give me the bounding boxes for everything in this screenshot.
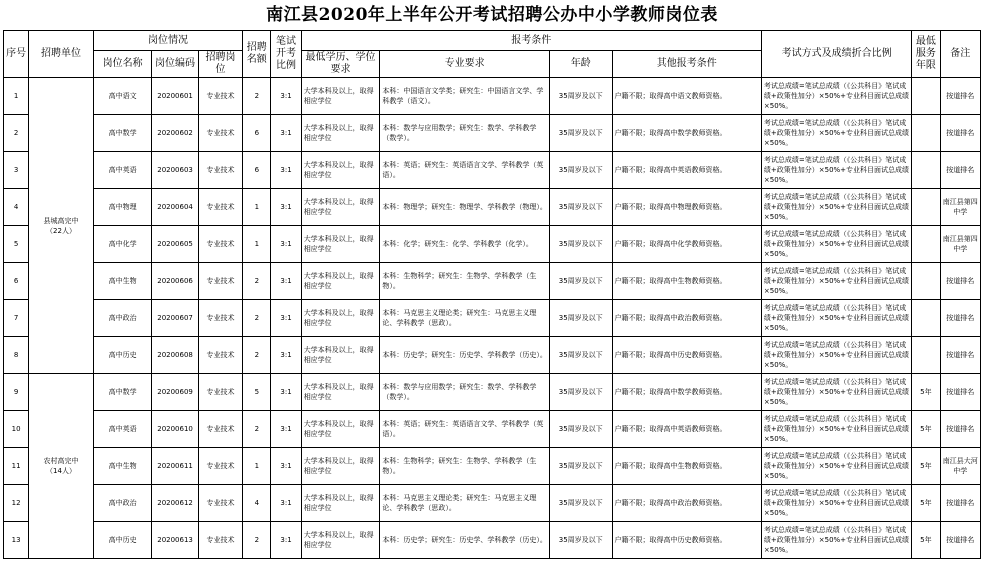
cell-service (912, 189, 940, 226)
cell-post-name: 高中英语 (93, 152, 152, 189)
table-row (4, 337, 981, 374)
cell-age: 35周岁及以下 (549, 522, 612, 559)
cell-ratio: 3:1 (271, 485, 301, 522)
table-row (4, 189, 981, 226)
cell-education: 大学本科及以上，取得相应学位 (301, 189, 380, 226)
cell-post-code: 20200607 (152, 300, 198, 337)
cell-quota: 1 (243, 448, 271, 485)
cell-seq: 1 (4, 78, 29, 115)
cell-major: 本科：马克思主义理论类；研究生：马克思主义理论、学科教学（思政）。 (380, 485, 550, 522)
cell-education: 大学本科及以上，取得相应学位 (301, 300, 380, 337)
cell-post-type: 专业技术 (198, 226, 242, 263)
cell-post-name: 高中英语 (93, 411, 152, 448)
cell-quota: 2 (243, 522, 271, 559)
cell-ratio: 3:1 (271, 152, 301, 189)
header-education: 最低学历、学位要求 (301, 51, 380, 78)
cell-exam: 考试总成绩=笔试总成绩（《公共科目》笔试成绩+政策性加分）×50%+专业科目面试总成绩×50%。 (761, 300, 911, 337)
cell-other: 户籍不限；取得高中英语教师资格。 (612, 411, 761, 448)
cell-post-code: 20200605 (152, 226, 198, 263)
cell-remark: 按道排名 (940, 374, 980, 411)
cell-quota: 2 (243, 300, 271, 337)
cell-post-code: 20200601 (152, 78, 198, 115)
cell-age: 35周岁及以下 (549, 189, 612, 226)
cell-seq: 11 (4, 448, 29, 485)
cell-education: 大学本科及以上，取得相应学位 (301, 263, 380, 300)
cell-post-type: 专业技术 (198, 411, 242, 448)
cell-age: 35周岁及以下 (549, 448, 612, 485)
cell-post-code: 20200609 (152, 374, 198, 411)
cell-exam: 考试总成绩=笔试总成绩（《公共科目》笔试成绩+政策性加分）×50%+专业科目面试总成绩×50%。 (761, 374, 911, 411)
cell-remark: 按道排名 (940, 152, 980, 189)
cell-age: 35周岁及以下 (549, 152, 612, 189)
cell-post-code: 20200602 (152, 115, 198, 152)
cell-age: 35周岁及以下 (549, 337, 612, 374)
cell-exam: 考试总成绩=笔试总成绩（《公共科目》笔试成绩+政策性加分）×50%+专业科目面试总成绩×50%。 (761, 189, 911, 226)
cell-other: 户籍不限；取得高中生物教师资格。 (612, 263, 761, 300)
cell-post-code: 20200611 (152, 448, 198, 485)
cell-exam: 考试总成绩=笔试总成绩（《公共科目》笔试成绩+政策性加分）×50%+专业科目面试总成绩×50%。 (761, 152, 911, 189)
cell-other: 户籍不限；取得高中政治教师资格。 (612, 300, 761, 337)
cell-post-name: 高中数学 (93, 374, 152, 411)
cell-service (912, 263, 940, 300)
cell-remark: 南江县第四中学 (940, 226, 980, 263)
cell-post-name: 高中生物 (93, 448, 152, 485)
header-post-type: 招聘岗位 (198, 51, 242, 78)
cell-quota: 2 (243, 337, 271, 374)
cell-ratio: 3:1 (271, 411, 301, 448)
table-row (4, 300, 981, 337)
cell-major: 本科：物理学；研究生：物理学、学科教学（物理）。 (380, 189, 550, 226)
cell-education: 大学本科及以上，取得相应学位 (301, 374, 380, 411)
cell-major: 本科：数学与应用数学；研究生：数学、学科教学（数学）。 (380, 374, 550, 411)
cell-service (912, 337, 940, 374)
cell-age: 35周岁及以下 (549, 485, 612, 522)
cell-exam: 考试总成绩=笔试总成绩（《公共科目》笔试成绩+政策性加分）×50%+专业科目面试总成绩×50%。 (761, 263, 911, 300)
cell-education: 大学本科及以上，取得相应学位 (301, 485, 380, 522)
cell-quota: 6 (243, 115, 271, 152)
cell-other: 户籍不限；取得高中英语教师资格。 (612, 152, 761, 189)
positions-table (3, 30, 981, 559)
cell-post-type: 专业技术 (198, 485, 242, 522)
cell-major: 本科：中国语言文学类；研究生：中国语言文学、学科教学（语文）。 (380, 78, 550, 115)
cell-exam: 考试总成绩=笔试总成绩（《公共科目》笔试成绩+政策性加分）×50%+专业科目面试总成绩×50%。 (761, 411, 911, 448)
cell-quota: 4 (243, 485, 271, 522)
cell-major: 本科：马克思主义理论类；研究生：马克思主义理论、学科教学（思政）。 (380, 300, 550, 337)
cell-quota: 2 (243, 263, 271, 300)
header-requirements: 报考条件 (301, 31, 761, 51)
cell-post-name: 高中政治 (93, 485, 152, 522)
cell-post-name: 高中化学 (93, 226, 152, 263)
table-row (4, 374, 981, 411)
cell-remark: 按道排名 (940, 522, 980, 559)
cell-ratio: 3:1 (271, 300, 301, 337)
cell-post-code: 20200604 (152, 189, 198, 226)
cell-post-type: 专业技术 (198, 448, 242, 485)
unit-name: 县城高完中 (43, 216, 79, 225)
cell-post-type: 专业技术 (198, 152, 242, 189)
cell-other: 户籍不限；取得高中物理教师资格。 (612, 189, 761, 226)
cell-other: 户籍不限；取得高中数学教师资格。 (612, 374, 761, 411)
cell-major: 本科：历史学；研究生：历史学、学科教学（历史）。 (380, 337, 550, 374)
cell-seq: 7 (4, 300, 29, 337)
table-row (4, 448, 981, 485)
cell-education: 大学本科及以上，取得相应学位 (301, 115, 380, 152)
cell-seq: 6 (4, 263, 29, 300)
cell-seq: 2 (4, 115, 29, 152)
table-row (4, 485, 981, 522)
cell-quota: 2 (243, 78, 271, 115)
cell-post-type: 专业技术 (198, 78, 242, 115)
page-title: 南江县2020年上半年公开考试招聘公办中小学教师岗位表 (266, 5, 718, 25)
cell-seq: 3 (4, 152, 29, 189)
cell-age: 35周岁及以下 (549, 115, 612, 152)
cell-exam: 考试总成绩=笔试总成绩（《公共科目》笔试成绩+政策性加分）×50%+专业科目面试总成绩×50%。 (761, 485, 911, 522)
cell-other: 户籍不限；取得高中化学教师资格。 (612, 226, 761, 263)
cell-age: 35周岁及以下 (549, 263, 612, 300)
cell-major: 本科：英语；研究生：英语语言文学、学科教学（英语）。 (380, 411, 550, 448)
cell-remark: 按道排名 (940, 300, 980, 337)
cell-age: 35周岁及以下 (549, 300, 612, 337)
cell-quota: 1 (243, 226, 271, 263)
cell-major: 本科：生物科学；研究生：生物学、学科教学（生物）。 (380, 263, 550, 300)
header-major: 专业要求 (380, 51, 550, 78)
cell-other: 户籍不限；取得高中生物教师资格。 (612, 448, 761, 485)
cell-remark: 南江县大河中学 (940, 448, 980, 485)
cell-service (912, 226, 940, 263)
cell-post-type: 专业技术 (198, 115, 242, 152)
table-row (4, 522, 981, 559)
header-remark: 备注 (940, 31, 980, 78)
cell-ratio: 3:1 (271, 522, 301, 559)
cell-other: 户籍不限；取得高中语文教师资格。 (612, 78, 761, 115)
header-service: 最低服务年限 (912, 31, 940, 78)
cell-exam: 考试总成绩=笔试总成绩（《公共科目》笔试成绩+政策性加分）×50%+专业科目面试总成绩×50%。 (761, 337, 911, 374)
cell-post-type: 专业技术 (198, 300, 242, 337)
cell-exam: 考试总成绩=笔试总成绩（《公共科目》笔试成绩+政策性加分）×50%+专业科目面试总成绩×50%。 (761, 78, 911, 115)
cell-post-name: 高中政治 (93, 300, 152, 337)
cell-post-type: 专业技术 (198, 522, 242, 559)
cell-ratio: 3:1 (271, 115, 301, 152)
cell-seq: 8 (4, 337, 29, 374)
cell-exam: 考试总成绩=笔试总成绩（《公共科目》笔试成绩+政策性加分）×50%+专业科目面试总成绩×50%。 (761, 226, 911, 263)
cell-age: 35周岁及以下 (549, 78, 612, 115)
cell-education: 大学本科及以上，取得相应学位 (301, 78, 380, 115)
cell-service: 5年 (912, 522, 940, 559)
cell-post-code: 20200610 (152, 411, 198, 448)
header-other: 其他报考条件 (612, 51, 761, 78)
cell-post-name: 高中数学 (93, 115, 152, 152)
header-exam: 考试方式及成绩折合比例 (761, 31, 911, 78)
cell-age: 35周岁及以下 (549, 226, 612, 263)
header-post-name: 岗位名称 (93, 51, 152, 78)
cell-exam: 考试总成绩=笔试总成绩（《公共科目》笔试成绩+政策性加分）×50%+专业科目面试总成绩×50%。 (761, 522, 911, 559)
cell-ratio: 3:1 (271, 263, 301, 300)
cell-post-type: 专业技术 (198, 189, 242, 226)
cell-seq: 5 (4, 226, 29, 263)
cell-age: 35周岁及以下 (549, 374, 612, 411)
cell-seq: 4 (4, 189, 29, 226)
cell-service: 5年 (912, 374, 940, 411)
cell-seq: 13 (4, 522, 29, 559)
cell-post-code: 20200608 (152, 337, 198, 374)
cell-post-code: 20200603 (152, 152, 198, 189)
cell-post-type: 专业技术 (198, 337, 242, 374)
cell-seq: 10 (4, 411, 29, 448)
cell-post-type: 专业技术 (198, 263, 242, 300)
header-seq: 序号 (4, 31, 29, 78)
cell-seq: 9 (4, 374, 29, 411)
cell-exam: 考试总成绩=笔试总成绩（《公共科目》笔试成绩+政策性加分）×50%+专业科目面试总成绩×50%。 (761, 115, 911, 152)
table-row (4, 78, 981, 115)
cell-remark: 按道排名 (940, 337, 980, 374)
cell-post-name: 高中历史 (93, 522, 152, 559)
cell-ratio: 3:1 (271, 337, 301, 374)
cell-major: 本科：历史学；研究生：历史学、学科教学（历史）。 (380, 522, 550, 559)
cell-remark: 按道排名 (940, 115, 980, 152)
cell-other: 户籍不限；取得高中历史教师资格。 (612, 337, 761, 374)
header-post-code: 岗位编码 (152, 51, 198, 78)
cell-post-type: 专业技术 (198, 374, 242, 411)
cell-other: 户籍不限；取得高中政治教师资格。 (612, 485, 761, 522)
cell-remark: 按道排名 (940, 263, 980, 300)
unit-name: 农村高完中 (43, 457, 79, 465)
cell-major: 本科：化学；研究生：化学、学科教学（化学）。 (380, 226, 550, 263)
table-row (4, 115, 981, 152)
unit-count: （22人） (46, 226, 76, 235)
cell-unit (29, 78, 94, 374)
header-age: 年龄 (549, 51, 612, 78)
cell-post-name: 高中生物 (93, 263, 152, 300)
cell-service (912, 300, 940, 337)
unit-count: （14人） (46, 467, 76, 475)
cell-quota: 6 (243, 152, 271, 189)
cell-post-name: 高中历史 (93, 337, 152, 374)
table-row (4, 411, 981, 448)
cell-education: 大学本科及以上，取得相应学位 (301, 152, 380, 189)
header-unit: 招聘单位 (29, 31, 94, 78)
cell-post-name: 高中语文 (93, 78, 152, 115)
cell-remark: 按道排名 (940, 485, 980, 522)
cell-education: 大学本科及以上，取得相应学位 (301, 411, 380, 448)
header-ratio: 笔试开考比例 (271, 31, 301, 78)
cell-service (912, 152, 940, 189)
cell-other: 户籍不限；取得高中历史教师资格。 (612, 522, 761, 559)
cell-education: 大学本科及以上，取得相应学位 (301, 226, 380, 263)
table-row (4, 152, 981, 189)
cell-seq: 12 (4, 485, 29, 522)
cell-service: 5年 (912, 485, 940, 522)
header-quota: 招聘名额 (243, 31, 271, 78)
cell-remark: 按道排名 (940, 78, 980, 115)
cell-remark: 南江县第四中学 (940, 189, 980, 226)
cell-ratio: 3:1 (271, 448, 301, 485)
cell-unit (29, 374, 94, 559)
table-row (4, 226, 981, 263)
cell-education: 大学本科及以上，取得相应学位 (301, 448, 380, 485)
cell-post-code: 20200606 (152, 263, 198, 300)
cell-major: 本科：生物科学；研究生：生物学、学科教学（生物）。 (380, 448, 550, 485)
cell-major: 本科：数学与应用数学；研究生：数学、学科教学（数学）。 (380, 115, 550, 152)
cell-service (912, 115, 940, 152)
cell-service: 5年 (912, 448, 940, 485)
cell-post-code: 20200613 (152, 522, 198, 559)
cell-service: 5年 (912, 411, 940, 448)
cell-ratio: 3:1 (271, 78, 301, 115)
cell-ratio: 3:1 (271, 189, 301, 226)
cell-education: 大学本科及以上，取得相应学位 (301, 337, 380, 374)
cell-ratio: 3:1 (271, 226, 301, 263)
cell-quota: 5 (243, 374, 271, 411)
cell-quota: 2 (243, 411, 271, 448)
cell-remark: 按道排名 (940, 411, 980, 448)
table-row (4, 263, 981, 300)
cell-quota: 1 (243, 189, 271, 226)
cell-exam: 考试总成绩=笔试总成绩（《公共科目》笔试成绩+政策性加分）×50%+专业科目面试总成绩×50%。 (761, 448, 911, 485)
cell-age: 35周岁及以下 (549, 411, 612, 448)
cell-post-code: 20200612 (152, 485, 198, 522)
cell-post-name: 高中物理 (93, 189, 152, 226)
cell-education: 大学本科及以上，取得相应学位 (301, 522, 380, 559)
cell-service (912, 78, 940, 115)
header-post-info: 岗位情况 (93, 31, 242, 51)
cell-other: 户籍不限；取得高中数学教师资格。 (612, 115, 761, 152)
cell-major: 本科：英语；研究生：英语语言文学、学科教学（英语）。 (380, 152, 550, 189)
cell-ratio: 3:1 (271, 374, 301, 411)
